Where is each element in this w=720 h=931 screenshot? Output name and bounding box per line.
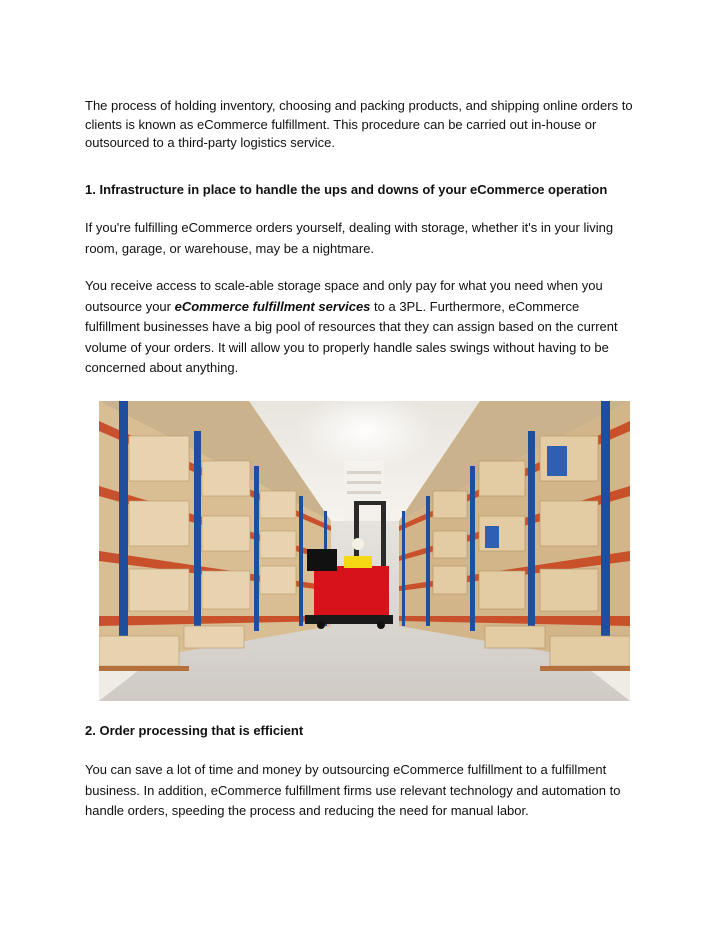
section-1-paragraph-1: If you're fulfilling eCommerce orders yourself, dealing with storage, whether it's in your living room, garage, or warehouse, may be a nightmare. <box>85 220 614 256</box>
section-1-heading: 1. Infrastructure in place to handle the ups and downs of your eCommerce operation <box>85 182 608 197</box>
paragraph-text: to a 3PL. Furthermore, eCommerce fulfillment businesses have a big pool of resources that they can assign based on the current volume of your orders. It will allow you to properly handle sales swings without having to be concerned about anything. <box>85 298 618 375</box>
intro-paragraph: The process of holding inventory, choosing and packing products, and shipping online orders to clients is known as eCommerce fulfillment. This procedure can be carried out in-house or outsourced to a third-party logistics service. <box>85 98 633 150</box>
section-2-paragraph-1: You can save a lot of time and money by outsourcing eCommerce fulfillment to a fulfillment business. In addition, eCommerce fulfillment firms use relevant technology and automation to handle orders, speeding the process and reducing the need for manual labor. <box>85 762 621 818</box>
warehouse-photo <box>99 401 630 701</box>
section-2-heading: 2. Order processing that is efficient <box>85 723 304 738</box>
fulfillment-services-link[interactable]: eCommerce fulfillment services <box>174 298 371 314</box>
section-1-paragraph-2 <box>85 276 635 379</box>
paragraph-text: You receive access to scale-able storage space and only pay for what you need when you outsource your <box>85 278 603 314</box>
